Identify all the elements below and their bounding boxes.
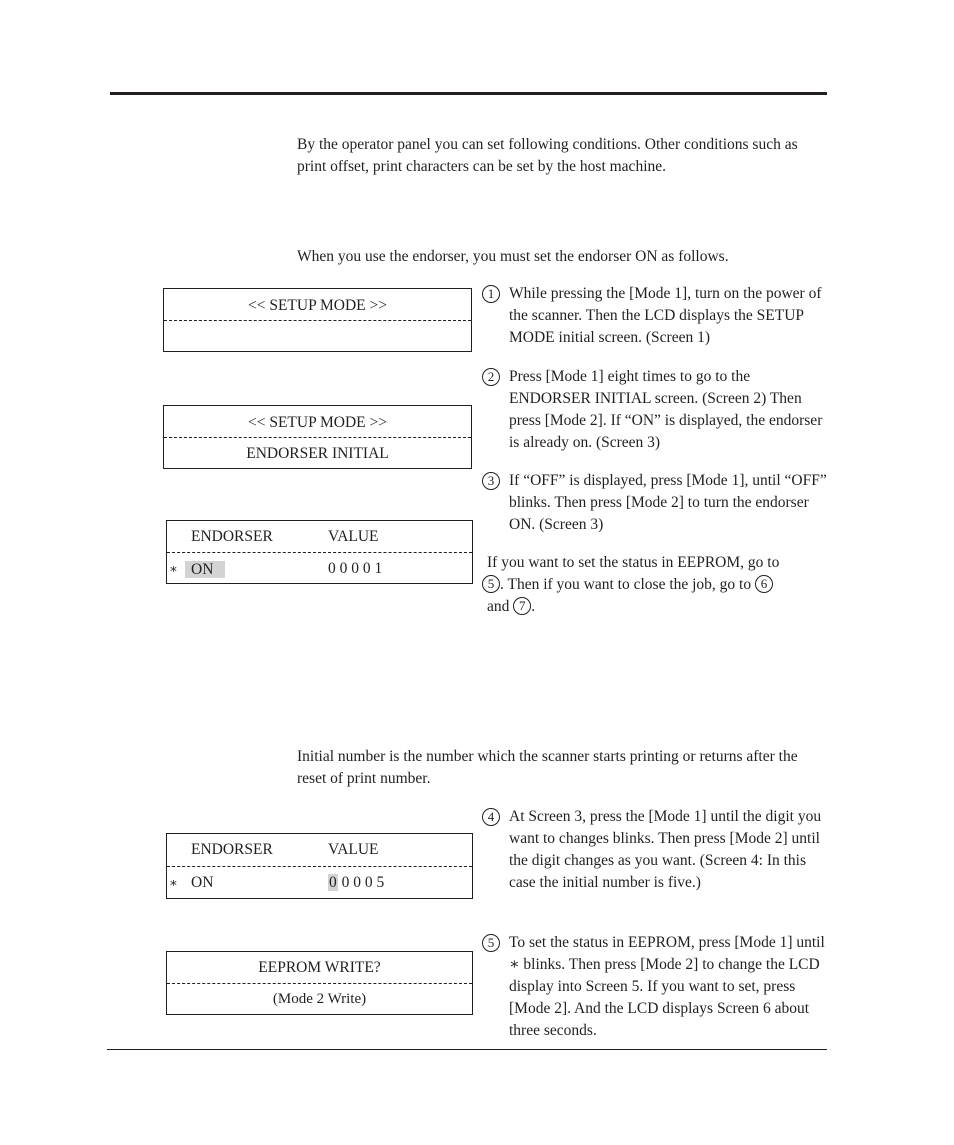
screen3-value-row [167, 553, 472, 584]
note-part3: and [487, 598, 510, 615]
screen1-line2 [164, 321, 471, 352]
screen2-line1: << SETUP MODE >> [247, 414, 388, 431]
step-3-text: If “OFF” is displayed, press [Mode 1], until “OFF” blinks. Then press [Mode 2] to turn the endorser ON. (Screen 3) [509, 472, 827, 533]
screen4-value-rest: 0 0 0 5 [337, 874, 385, 891]
lcd-screen-3 [166, 520, 473, 584]
screen4-header-row [167, 834, 472, 865]
step-2-text: Press [Mode 1] eight times to go to the ENDORSER INITIAL screen. (Screen 2) Then press [Mode 2]. If “ON” is displayed, the endorser is already on. (Screen 3) [509, 368, 823, 451]
screen1-line1: << SETUP MODE >> [247, 297, 388, 314]
step-2 [482, 366, 827, 454]
screen4-status: ON [191, 874, 214, 891]
endorser-intro-paragraph: When you use the endorser, you must set the endorser ON as follows. [297, 248, 729, 265]
note-circle-5: 5 [482, 575, 500, 593]
screen5-line1: EEPROM WRITE? [258, 959, 381, 976]
lcd-screen-1 [163, 288, 472, 352]
screen4-value-row [167, 867, 472, 898]
screen3-value: 0 0 0 0 1 [328, 560, 383, 577]
note-part1: If you want to set the status in EEPROM, go to [487, 554, 780, 571]
step-1-text: While pressing the [Mode 1], turn on the power of the scanner. Then the LCD displays the SETUP MODE initial screen. (Screen 1) [509, 285, 822, 346]
step-4 [482, 806, 827, 894]
screen5-line2: (Mode 2 Write) [272, 991, 367, 1007]
lcd-screen-4 [166, 833, 473, 899]
screen3-col-value: VALUE [328, 528, 379, 545]
screen3-col-endorser: ENDORSER [191, 528, 273, 545]
top-rule [110, 92, 827, 95]
lcd-screen-5 [166, 951, 473, 1015]
note-part4: . [531, 598, 536, 615]
step-5 [482, 932, 827, 1042]
eeprom-note [482, 552, 827, 618]
screen4-blinking-digit: 0 [329, 874, 337, 891]
step-1-number: 1 [482, 285, 500, 303]
step-5-number: 5 [482, 934, 500, 952]
intro-paragraph: By the operator panel you can set following conditions. Other conditions such as print offset, print characters can be set by the host machine. [297, 136, 798, 175]
screen4-star: ∗ [169, 875, 178, 890]
initial-number-paragraph: Initial number is the number which the scanner starts printing or returns after the reset of print number. [297, 748, 798, 787]
bottom-rule [107, 1049, 827, 1050]
screen4-value [328, 867, 384, 898]
note-circle-6: 6 [755, 575, 773, 593]
step-5-text: To set the status in EEPROM, press [Mode 1] until ∗ blinks. Then press [Mode 2] to change the LCD display into Screen 5. If you want to set, press [Mode 2]. And the LCD displays Screen 6 about three seconds. [509, 934, 825, 1039]
note-part2: . Then if you want to close the job, go to [500, 576, 752, 593]
screen3-status-highlighted: ON [185, 561, 225, 578]
step-1 [482, 283, 827, 349]
step-4-number: 4 [482, 808, 500, 826]
step-3-number: 3 [482, 472, 500, 490]
screen4-col-value: VALUE [328, 841, 379, 858]
step-4-text: At Screen 3, press the [Mode 1] until the digit you want to changes blinks. Then press [Mode 2] until the digit changes as you want. (Screen 4: In this case the initial number is five.) [509, 808, 822, 891]
screen2-line2: ENDORSER INITIAL [246, 445, 389, 462]
screen4-col-endorser: ENDORSER [191, 841, 273, 858]
screen3-star: ∗ [169, 561, 178, 576]
step-2-number: 2 [482, 368, 500, 386]
step-3 [482, 470, 827, 536]
screen3-header-row [167, 521, 472, 552]
note-circle-7: 7 [513, 597, 531, 615]
lcd-screen-2 [163, 405, 472, 469]
